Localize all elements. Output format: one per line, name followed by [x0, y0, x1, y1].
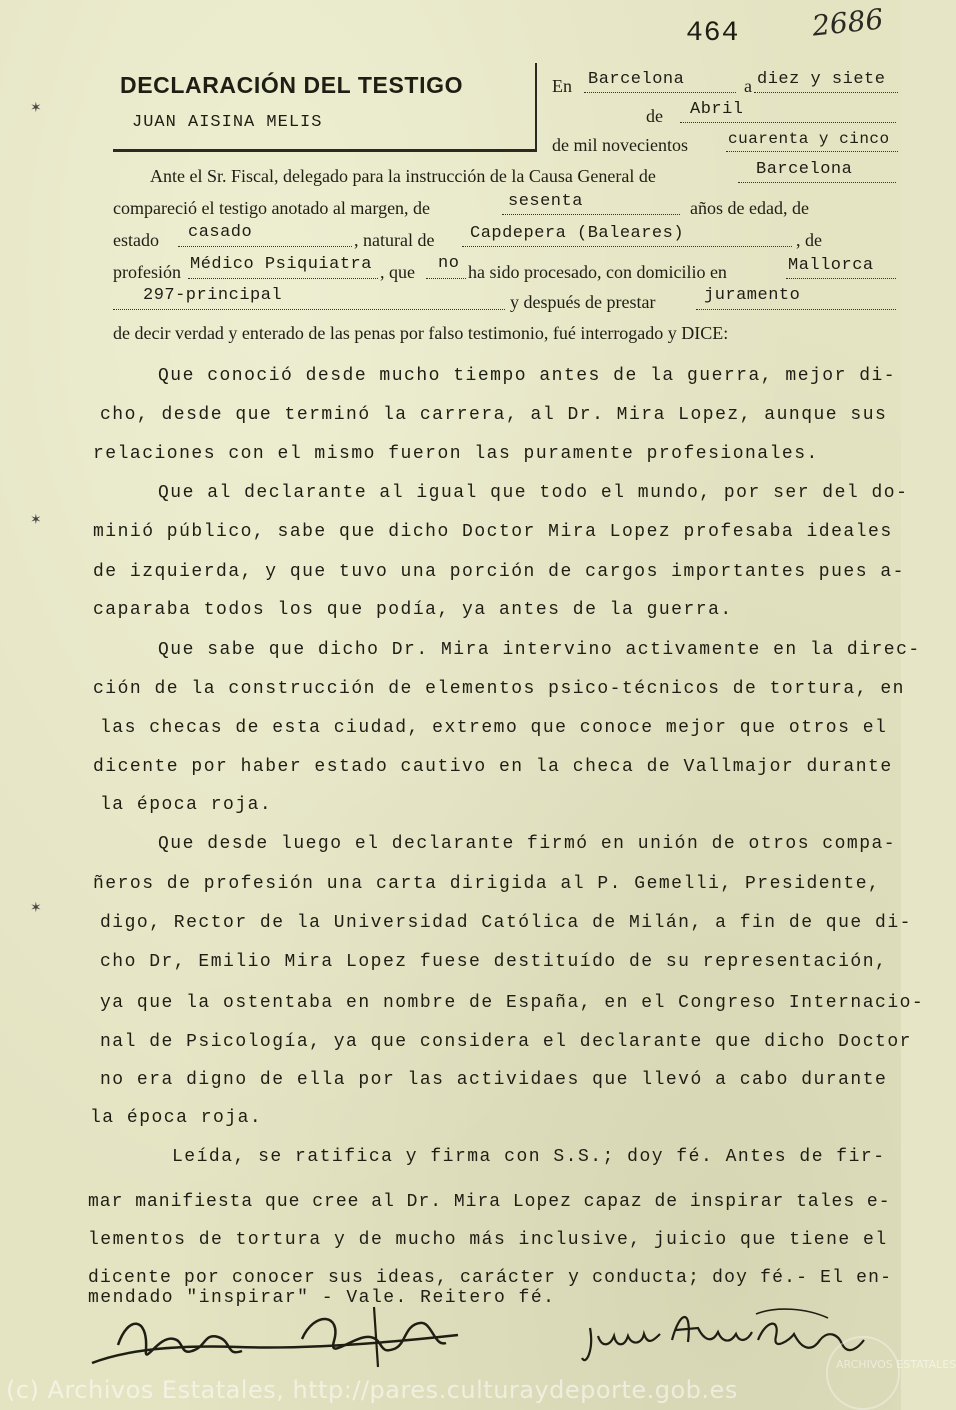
after-label: y después de prestar — [510, 292, 656, 312]
margin-mark: ✶ — [30, 101, 42, 116]
marital-status-value: casado — [188, 223, 253, 242]
age-underline — [502, 214, 680, 215]
margin-mark: ✶ — [30, 513, 42, 528]
origin-value: Capdepera (Baleares) — [470, 224, 685, 243]
testimony-line: nal de Psicología, ya que considera el declarante que dicho Doctor — [100, 1032, 912, 1052]
age-suffix: años de edad, de — [690, 198, 809, 218]
profession-value: Médico Psiquiatra — [190, 255, 372, 274]
month-value: Abril — [690, 100, 744, 119]
testimony-line: la época roja. — [100, 795, 273, 815]
processed-value: no — [438, 254, 460, 273]
origin-underline — [462, 246, 792, 247]
testimony-line: cho Dr, Emilio Mira Lopez fuese destituído de su representación, — [100, 952, 888, 972]
que-label: , que — [380, 262, 415, 282]
address-number-underline — [113, 309, 505, 310]
witness-name: JUAN AISINA MELIS — [132, 113, 323, 132]
testimony-line: dicente por conocer sus ideas, carácter y conducta; doy fé.- El en- — [88, 1268, 893, 1288]
day-value: diez y siete — [757, 70, 886, 89]
testimony-line: relaciones con el mismo fueron las puramente profesionales. — [93, 444, 819, 464]
year-underline — [726, 151, 898, 152]
day-underline — [754, 92, 898, 93]
testimony-line: Que al declarante al igual que todo el mundo, por ser del do- — [158, 483, 909, 503]
a-label: a — [744, 76, 752, 96]
testimony-line: la época roja. — [90, 1108, 263, 1128]
testimony-line: Que desde luego el declarante firmó en unión de otros compa- — [158, 834, 897, 854]
testimony-line: ñeros de profesión una carta dirigida al P. Gemelli, Presidente, — [93, 874, 881, 894]
estado-label: estado — [113, 230, 159, 250]
de-suffix: , de — [796, 230, 822, 250]
testimony-line: caparaba todos los que podía, ya antes de la guerra. — [93, 600, 733, 620]
fiscal-signature — [88, 1305, 468, 1375]
year-value: cuarenta y cinco — [728, 130, 890, 148]
year-label: de mil novecientos — [552, 135, 688, 155]
testimony-line: Que conoció desde mucho tiempo antes de la guerra, mejor di- — [158, 366, 897, 386]
cause-city-underline — [738, 182, 896, 183]
city-value: Barcelona — [588, 70, 685, 89]
page-title: DECLARACIÓN DEL TESTIGO — [120, 72, 464, 98]
city-underline — [584, 92, 736, 93]
profession-underline — [188, 278, 378, 279]
archive-stamp-text: ARCHIVOS ESTATALES — [836, 1358, 956, 1371]
profession-label: profesión — [113, 262, 181, 282]
testimony-line: cho, desde que terminó la carrera, al Dr. Mira Lopez, aunque sus — [100, 405, 888, 425]
testimony-line: Que sabe que dicho Dr. Mira intervino activamente en la direc- — [158, 640, 921, 660]
address-street-value: Mallorca — [788, 256, 874, 275]
testimony-line: mendado "inspirar" - Vale. Reitero fé. — [88, 1288, 556, 1308]
en-label: En — [552, 76, 572, 96]
age-value: sesenta — [508, 192, 583, 211]
oath-underline — [696, 309, 896, 310]
margin-mark: ✶ — [30, 901, 42, 916]
testimony-line: Leída, se ratifica y firma con S.S.; doy fé. Antes de fir- — [172, 1147, 886, 1167]
testimony-line: lementos de tortura y de mucho más inclusive, juicio que tiene el — [88, 1230, 888, 1250]
processed-underline — [426, 278, 466, 279]
testimony-line: minió público, sabe que dicho Doctor Mira Lopez profesaba ideales — [93, 522, 893, 542]
closing-text: de decir verdad y enterado de las penas por falso testimonio, fué interrogado y DICE: — [113, 323, 729, 343]
testimony-line: no era digno de ella por las actividaes que llevó a cabo durante — [100, 1070, 888, 1090]
de-label: de — [646, 106, 663, 126]
natural-label: , natural de — [354, 230, 435, 250]
marital-underline — [178, 246, 352, 247]
processed-suffix: ha sido procesado, con domicilio en — [468, 262, 727, 282]
testimony-line: las checas de esta ciudad, extremo que conoce mejor que otros el — [100, 718, 888, 738]
archive-stamp — [826, 1336, 900, 1410]
address-number-value: 297-principal — [143, 286, 283, 305]
oath-value: juramento — [704, 286, 801, 305]
testimony-line: de izquierda, y que tuvo una porción de cargos importantes pues a- — [93, 562, 905, 582]
reference-number: 2686 — [810, 2, 885, 43]
intro-text: Ante el Sr. Fiscal, delegado para la instrucción de la Causa General de — [150, 166, 656, 186]
witness-signature — [580, 1300, 870, 1370]
archive-watermark: (c) Archivos Estatales, http://pares.culturaydeporte.gob.es — [6, 1376, 738, 1404]
cause-city-value: Barcelona — [756, 160, 853, 179]
testimony-line: dicente por haber estado cautivo en la checa de Vallmajor durante — [93, 757, 893, 777]
testimony-line: mar manifiesta que cree al Dr. Mira Lopez capaz de inspirar tales e- — [88, 1192, 891, 1212]
address-street-underline — [786, 278, 896, 279]
testimony-line: ción de la construcción de elementos psico-técnicos de tortura, en — [93, 679, 905, 699]
month-underline — [680, 122, 896, 123]
testimony-line: ya que la ostentaba en nombre de España, en el Congreso Internacio- — [100, 993, 925, 1013]
testimony-line: digo, Rector de la Universidad Católica de Milán, a fin de que di- — [100, 913, 912, 933]
page-number: 464 — [686, 18, 740, 49]
appeared-text: compareció el testigo anotado al margen, de — [113, 198, 431, 218]
